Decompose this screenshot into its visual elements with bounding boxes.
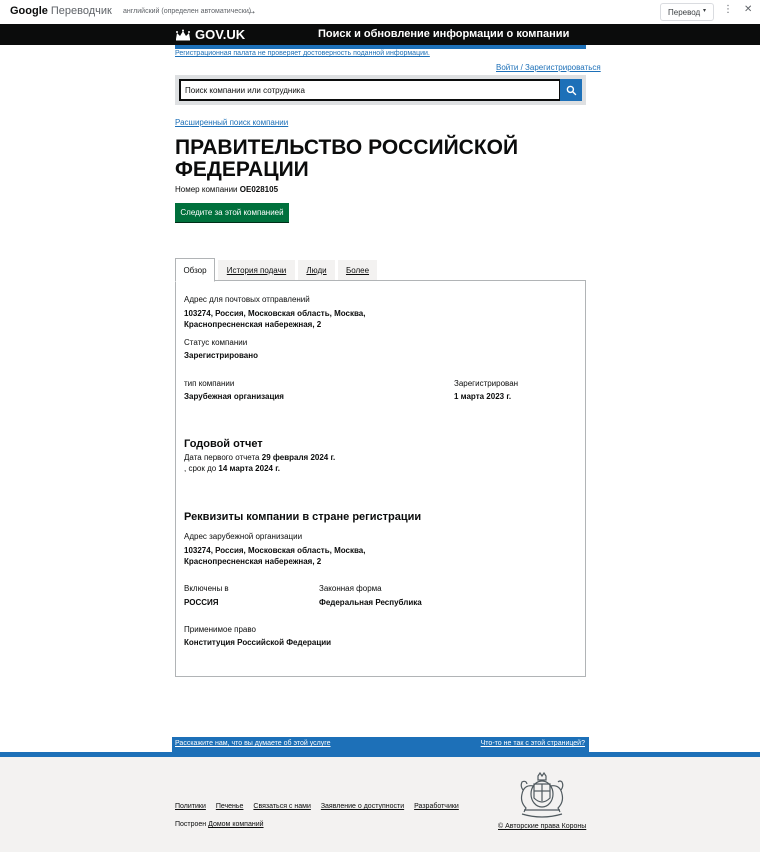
royal-coat-of-arms-icon [514,772,570,820]
foreign-address-label: Адрес зарубежной организации [184,532,303,541]
foreign-address-line2: Краснопресненская набережная, 2 [184,557,322,566]
crown-copyright-link[interactable]: © Авторские права Короны [498,823,587,830]
search-input[interactable] [179,79,561,101]
tab-more[interactable]: Более [338,260,377,281]
google-wordmark: Google [10,5,48,17]
annual-report-heading: Годовой отчет [184,438,263,450]
signin-link[interactable]: Войти / Зарегистрироваться [496,63,601,72]
incorporated-value: РОССИЯ [184,598,219,607]
translate-bar [0,0,760,24]
footer-link-contact[interactable]: Связаться с нами [253,803,311,810]
close-icon[interactable]: ✕ [744,4,753,15]
first-report-date: 29 февраля 2024 г. [261,453,336,462]
company-status-value: Зарегистрировано [184,351,258,360]
registered-value: 1 марта 2023 г. [454,392,512,401]
company-status-label: Статус компании [184,338,248,347]
feedback-survey-link[interactable]: Расскажите нам, что вы думаете об этой услуге [175,740,331,747]
feedback-bar [172,737,589,752]
postal-address-label: Адрес для почтовых отправлений [184,295,310,304]
chevron-down-icon: ▾ [702,8,706,14]
company-name: ПРАВИТЕЛЬСТВО РОССИЙСКОЙ ФЕДЕРАЦИИ [175,136,519,181]
footer-link-developers[interactable]: Разработчики [414,803,459,810]
tab-filing-history[interactable]: История подачи [218,260,295,281]
search-button[interactable] [560,79,582,101]
govuk-header [0,24,760,45]
footer-link-cookies[interactable]: Печенье [215,803,244,810]
source-language[interactable]: английский (определен автоматически) [123,8,252,15]
incorporated-label: Включены в [184,584,229,593]
built-by [175,821,264,828]
registered-label: Зарегистрирован [454,379,519,388]
translate-product-name: Переводчик [50,5,112,17]
company-type-value: Зарубежная организация [184,392,284,401]
legal-form-label: Законная форма [319,584,382,593]
translate-select-label: Перевод [668,8,701,17]
disclaimer-link[interactable]: Регистрационная палата не проверяет достоверность поданной информации. [175,50,430,57]
follow-company-button[interactable]: Следите за этой компанией [175,203,289,222]
search-icon [566,85,577,96]
header-accent-bar [175,45,586,49]
company-number-label: Номер компании [175,185,238,194]
built-by-text: Построен [175,821,207,828]
service-name[interactable]: Поиск и обновление информации о компании [318,28,570,40]
advanced-search-link[interactable]: Расширенный поиск компании [175,118,289,127]
home-country-heading: Реквизиты компании в стране регистрации [184,511,422,523]
company-number-value: OE028105 [239,185,279,194]
tab-overview[interactable]: Обзор [175,258,215,282]
companies-house-link[interactable]: Домом компаний [208,821,264,828]
translate-select[interactable] [660,3,714,21]
more-options-icon[interactable]: ⋮ [723,4,733,15]
overview-panel [175,280,586,677]
google-translate-logo[interactable] [10,5,112,17]
company-number [175,185,278,194]
company-type-label: тип компании [184,379,235,388]
report-due-date: 14 марта 2024 г. [218,464,280,473]
postal-address-line2: Краснопресненская набережная, 2 [184,320,322,329]
search-bar [175,75,586,105]
footer-link-policies[interactable]: Политики [175,803,206,810]
governing-law-label: Применимое право [184,625,256,634]
first-report-text: Дата первого отчета [184,453,260,462]
govuk-logo-text: GOV.UK [195,27,246,42]
footer-link-accessibility[interactable]: Заявление о доступности [320,803,405,810]
arrow-right-icon: → [246,5,257,17]
legal-form-value: Федеральная Республика [319,598,422,607]
tab-people[interactable]: Люди [298,260,335,281]
govuk-logo[interactable] [175,27,245,42]
report-due-text: , срок до [184,464,217,473]
footer-links [175,803,467,810]
report-due-line [184,464,280,473]
report-problem-link[interactable]: Что-то не так с этой страницей? [480,740,585,747]
crown-icon [175,29,191,41]
governing-law-value: Конституция Российской Федерации [184,638,332,647]
first-report-line [184,453,335,462]
foreign-address-line1: 103274, Россия, Московская область, Москва, [184,546,366,555]
postal-address-line1: 103274, Россия, Московская область, Москва, [184,309,366,318]
